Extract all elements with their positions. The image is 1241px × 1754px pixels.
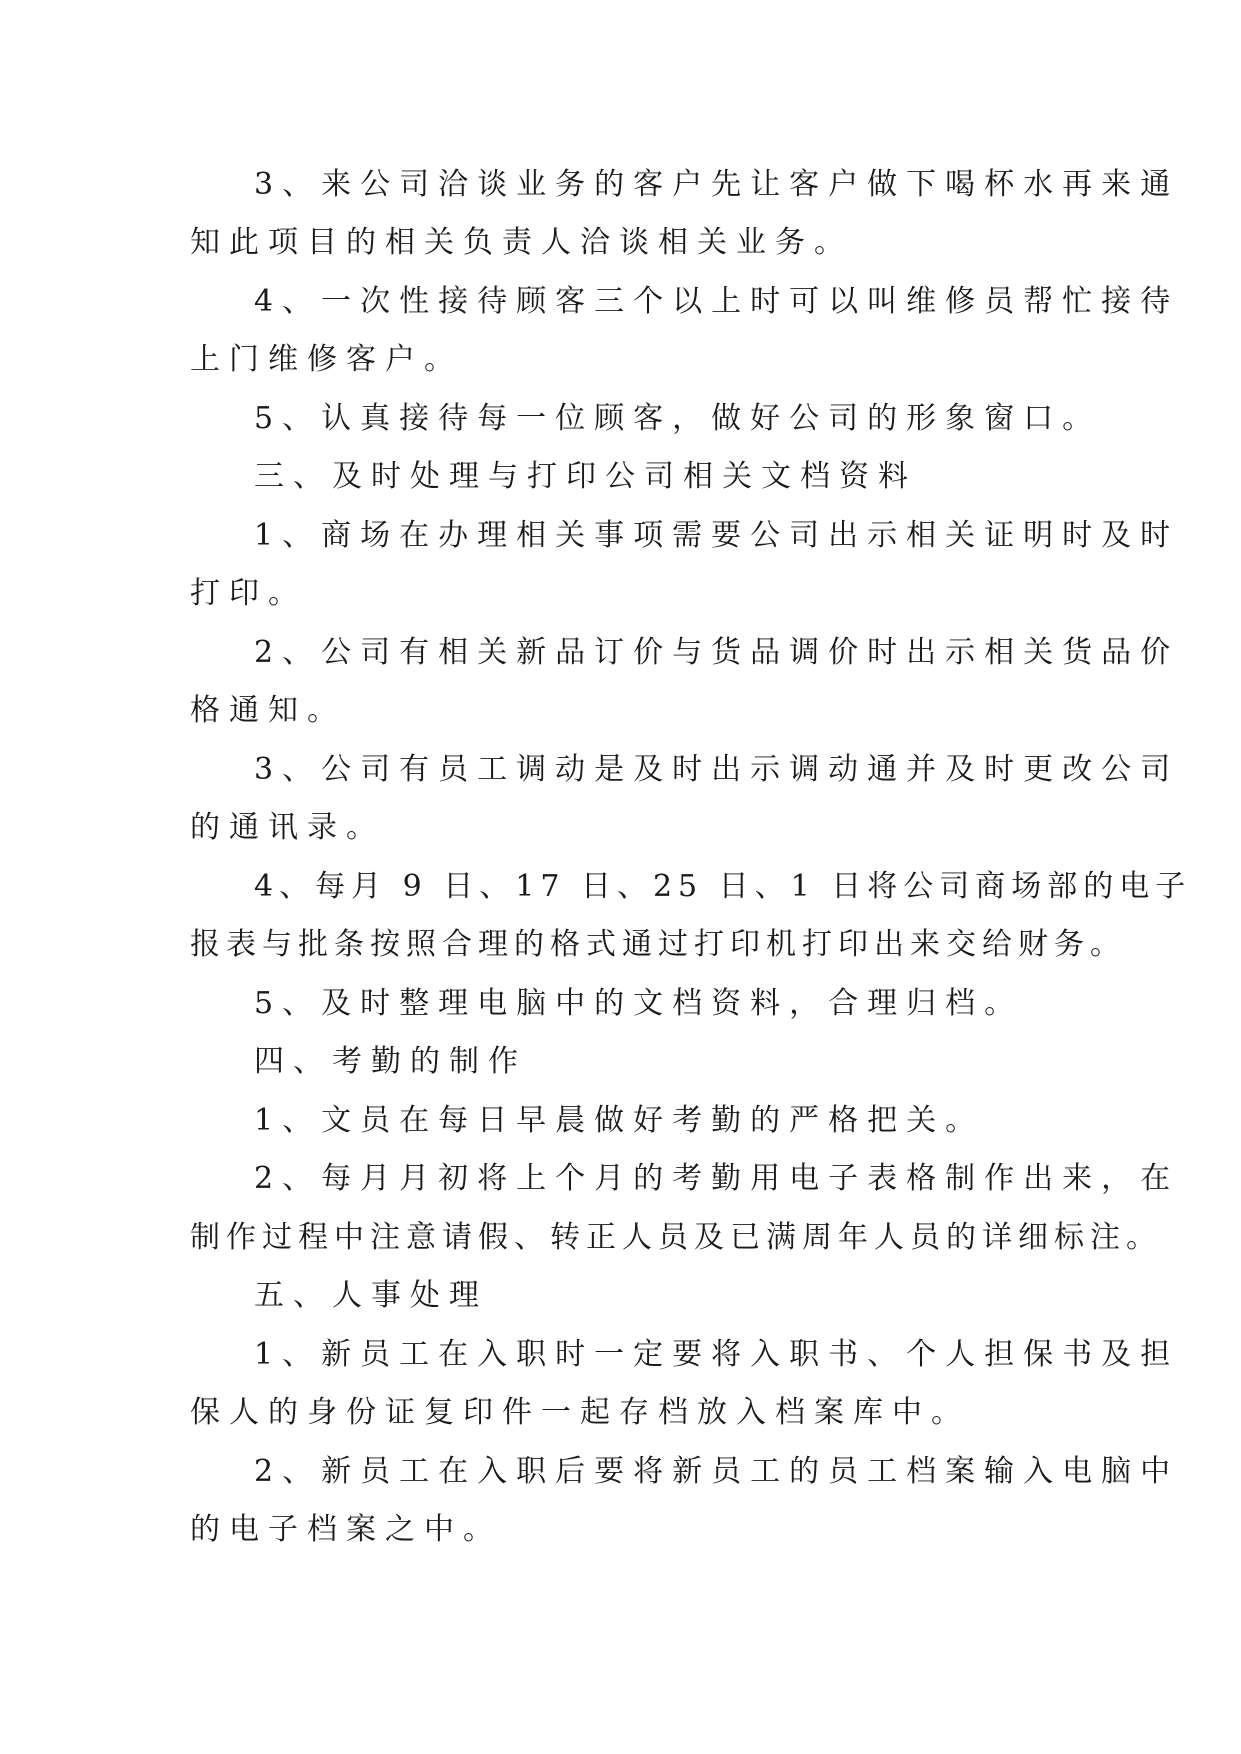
paragraph-line: 上门维修客户。 <box>190 342 463 377</box>
paragraph-line: 的电子档案之中。 <box>190 1512 502 1547</box>
paragraph-line: 1、新员工在入职时一定要将入职书、个人担保书及担 <box>254 1337 1180 1372</box>
section-heading: 五、人事处理 <box>254 1278 488 1313</box>
paragraph-line: 制作过程中注意请假、转正人员及已满周年人员的详细标注。 <box>190 1220 1162 1255</box>
paragraph-line: 3、公司有员工调动是及时出示调动通并及时更改公司 <box>254 752 1180 787</box>
paragraph-line: 2、新员工在入职后要将新员工的员工档案输入电脑中 <box>254 1454 1180 1489</box>
paragraph-line: 4、一次性接待顾客三个以上时可以叫维修员帮忙接待 <box>254 284 1180 319</box>
paragraph-line: 2、公司有相关新品订价与货品调价时出示相关货品价 <box>254 635 1180 670</box>
section-heading: 四、考勤的制作 <box>254 1044 527 1079</box>
paragraph-line: 5、及时整理电脑中的文档资料，合理归档。 <box>254 986 1024 1021</box>
paragraph-line: 知此项目的相关负责人洽谈相关业务。 <box>190 225 853 260</box>
paragraph-line: 保人的身份证复印件一起存档放入档案库中。 <box>190 1395 970 1430</box>
paragraph-line: 打印。 <box>190 576 307 611</box>
paragraph-line: 格通知。 <box>190 693 346 728</box>
paragraph-line: 1、商场在办理相关事项需要公司出示相关证明时及时 <box>254 518 1180 553</box>
paragraph-line: 5、认真接待每一位顾客，做好公司的形象窗口。 <box>254 401 1102 436</box>
section-heading: 三、及时处理与打印公司相关文档资料 <box>254 459 917 494</box>
paragraph-line: 3、来公司洽谈业务的客户先让客户做下喝杯水再来通 <box>254 167 1180 202</box>
paragraph-line: 的通讯录。 <box>190 810 385 845</box>
paragraph-line: 报表与批条按照合理的格式通过打印机打印出来交给财务。 <box>190 927 1126 962</box>
paragraph-line: 2、每月月初将上个月的考勤用电子表格制作出来，在 <box>254 1161 1180 1196</box>
paragraph-line: 4、每月 9 日、17 日、25 日、1 日将公司商场部的电子 <box>254 869 1192 904</box>
paragraph-line: 1、文员在每日早晨做好考勤的严格把关。 <box>254 1103 985 1138</box>
